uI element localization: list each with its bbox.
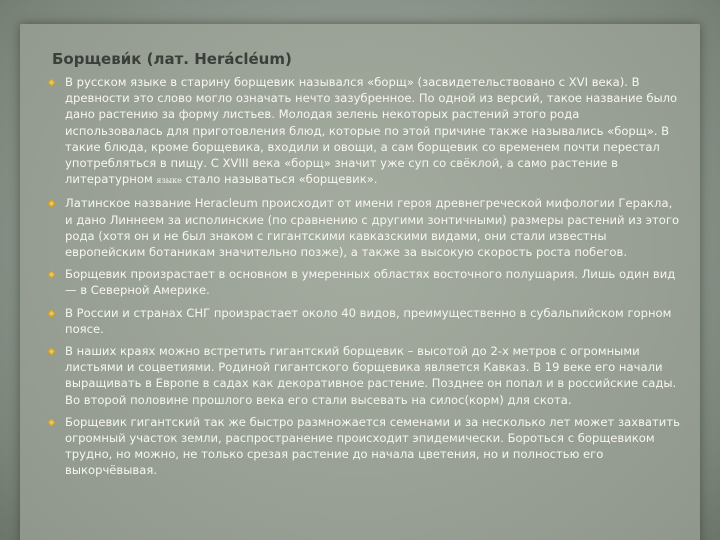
diamond-bullet-icon	[47, 309, 56, 318]
diamond-bullet-icon	[47, 347, 56, 356]
bullet-list	[44, 74, 680, 485]
slide-title: Борщеви́к (лат. Herácléum)	[52, 50, 292, 68]
bullet-text: Латинское название Heracleum происходит от имени героя древнегреческой мифологии Геракла, и дано Линнеем за исполинские (по сравнению с другими зонтичными) размеры растений из этого рода (хотя он и не был знаком с гигантскими кавказскими видами, они стали известны европейским ботаникам значительно позже), а также за высокую скорость роста побегов.	[65, 196, 680, 260]
bullet-text: В России и странах СНГ произрастает около 40 видов, преимущественно в субальпийском горном поясе.	[65, 305, 672, 336]
bullet-text	[65, 74, 680, 189]
diamond-bullet-icon	[47, 418, 56, 427]
diamond-bullet-icon	[47, 199, 56, 208]
bullet-text: Борщевик произрастает в основном в умеренных областях восточного полушария. Лишь один вид — в Северной Америке.	[65, 267, 676, 298]
list-item	[44, 343, 680, 408]
bullet-text-main: В русском языке в старину борщевик назывался «борщ» (засвидетельствовано с XVI века). В древности это слово могло означать нечто зазубренное. По одной из версий, такое название было дано растению за форму листьев. Молодая зелень некоторых растений этого рода использовалась для приготовления блюд, которые по этой причине также назывались «борщ». В такие блюда, кроме борщевика, входили и овощи, а сам борщевик со временем почти перестал употребляться в пищу. С XVIII века «борщ» значит уже суп со свёклой, а само растение в литературном	[65, 75, 678, 187]
diamond-bullet-icon	[47, 78, 56, 87]
list-item	[44, 195, 680, 260]
bullet-text: В наших краях можно встретить гигантский борщевик – высотой до 2-х метров с огромными листьями и соцветиями. Родиной гигантского борщевика является Кавказ. В 19 веке его начали выращивать в Европе в садах как декоративное растение. Позднее он попал и в российские сады. Во второй половине прошлого века его стали высевать на силос(корм) для скота.	[65, 344, 677, 407]
bullet-text: Борщевик гигантский так же быстро размножается семенами и за несколько лет может захватить огромный участок земли, распространение происходит эпидемически. Бороться с борщевиком трудно, но можно, не только срезая растение до начала цветения, но и полностью его выкорчёвывая.	[65, 414, 680, 478]
diamond-bullet-icon	[47, 270, 56, 279]
list-item	[44, 414, 680, 479]
bullet-text-tail: стало называться «борщевик».	[185, 172, 378, 187]
list-item	[44, 305, 680, 337]
list-item	[44, 266, 680, 298]
small-word: языке	[156, 176, 182, 186]
list-item	[44, 74, 680, 189]
